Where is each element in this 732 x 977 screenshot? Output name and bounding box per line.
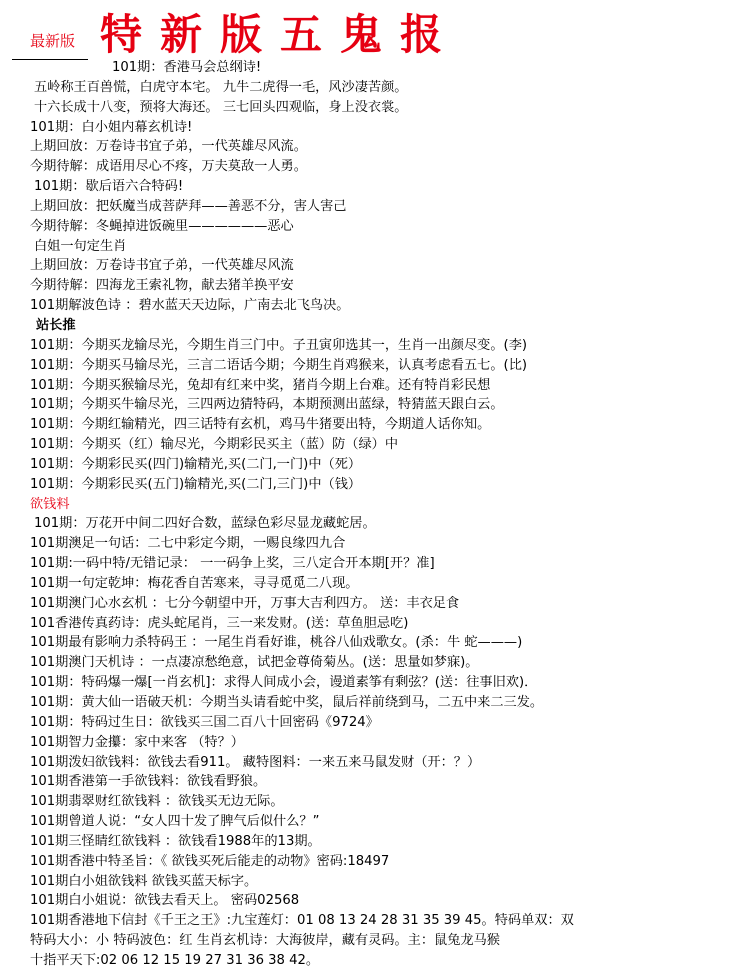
- edition-badge: 最新版: [30, 32, 76, 50]
- text-line: 101期：特码过生日：欲钱买三国二百八十回密码《9724》: [30, 714, 379, 730]
- page-title: 特新版五鬼报: [100, 10, 461, 59]
- text-line: 101期澳门心水玄机 ：七分今朝望中开，万事大吉利四方。 送：丰衣足食: [30, 595, 460, 611]
- text-line: 上期回放：万卷诗书宜子弟，一代英雄尽风流。: [30, 139, 307, 155]
- text-line: 101期：特码爆一爆[一肖玄机]：求得人间成小会，谩道素筝有剩弦？(送：往事旧欢)．: [30, 675, 538, 691]
- text-line: 101期；今期买牛输尽光，三四两边猜特码，本期预测出蓝绿，特猜蓝天跟白云。: [30, 397, 504, 413]
- prediction-list: [0, 58, 732, 971]
- text-line: 上期回放：把妖魔当成菩萨拜——善恶不分，害人害己: [30, 198, 347, 214]
- text-line: 101期白小姐说：欲钱去看天上。 密码02568: [30, 893, 300, 909]
- text-line: 今期待解：冬蝇掉进饭碗里——————恶心: [30, 218, 294, 234]
- text-line: 101期：香港马会总纲诗!: [112, 60, 262, 75]
- text-line: 101期：白小姐内幕玄机诗!: [30, 119, 193, 135]
- text-line: 101期澳门天机诗 ：一点凄凉愁绝意，试把金尊倚菊丛。(送：思量如梦寐)。: [30, 655, 479, 671]
- header: [0, 0, 732, 62]
- text-line: 101期：黄大仙一语破天机：今期当头请看蛇中奖，鼠后祥前绕到马，二五中来二三发。: [30, 695, 544, 710]
- text-line: 101香港传真药诗：虎头蛇尾肖，三一来发财。(送：草鱼胆忌吃): [30, 615, 409, 631]
- text-line: 白姐一句定生肖: [34, 238, 127, 254]
- text-line: 十六长成十八变，预将大海还。 三七回头四观临，身上没衣裳。: [34, 99, 408, 115]
- text-line: 今期待解：四海龙王索礼物，献去猪羊换平安: [30, 278, 294, 294]
- text-line: 101期智力金攥：家中来客 （特？）: [30, 734, 244, 750]
- text-line: 101期：今期买马输尽光，三言二语话今期；今期生肖鸡猴来，认真考虑看五七。(比): [30, 357, 528, 373]
- text-line: 101期：今期红输精光，四三话特有玄机，鸡马牛猪要出特，今期道人话你知。: [30, 417, 491, 433]
- text-line: 101期：今期彩民买(五门)输精光,买(二门,三门)中（钱）: [30, 476, 362, 492]
- section-label: 站长推: [36, 317, 76, 333]
- text-line: 101期:一码中特/无错记录： 一一码争上奖，三八定合开本期[开？准]: [30, 556, 435, 572]
- text-line: 上期回放：万卷诗书宜子弟，一代英雄尽风流: [30, 258, 294, 274]
- text-line: 101期香港第一手欲钱料：欲钱看野狼。: [30, 774, 267, 790]
- text-line: 五岭称王百兽慌，白虎守本宅。 九牛二虎得一毛，风沙凄苦颜。: [34, 79, 408, 95]
- text-line: 101期白小姐欲钱料 欲钱买蓝天标字。: [30, 873, 258, 889]
- text-line: 特码大小：小 特码波色：红 生肖玄机诗：大海彼岸，藏有灵码。主：鼠兔龙马猴: [30, 933, 500, 949]
- text-line: 101期最有影响力杀特码王 ：一尾生肖看好谁，桃谷八仙戏歌女。(杀：牛 蛇———): [30, 635, 523, 651]
- text-line: 101期：歇后语六合特码!: [34, 179, 184, 195]
- text-line: 101期泼妇欲钱料：欲钱去看911。 藏特图料：一来五来马鼠发财（开：？）: [30, 754, 481, 770]
- text-line: 101期：今期买（红）输尽光，今期彩民买主（蓝）防（绿）中: [30, 437, 399, 453]
- text-line: 101期曾道人说：“女人四十发了脾气后似什么？”: [30, 814, 320, 830]
- text-line: 101期解波色诗 ：碧水蓝天天边际，广南去北飞鸟决。: [30, 298, 350, 314]
- text-line: 101期一句定乾坤：梅花香自苦寒来，寻寻觅觅二八现。: [30, 575, 359, 591]
- text-line: 101期香港中特圣旨：《 欲钱买死后能走的动物》密码:18497: [30, 853, 390, 869]
- section-heading: 欲钱料: [30, 496, 70, 512]
- text-line: 今期待解：成语用尽心不疼，万夫莫敌一人勇。: [30, 159, 307, 175]
- text-line: 十指平天下:02 06 12 15 19 27 31 36 38 42。: [30, 952, 320, 968]
- text-line: 101期澳足一句话：二七中彩定今期，一赐良缘四九合: [30, 536, 346, 552]
- text-line: 101期翡翠财红欲钱料 ：欲钱买无边无际。: [30, 794, 284, 810]
- text-line: 101期香港地下信封《千王之王》:九宝莲灯：01 08 13 24 28 31 35 39 45。特码单双：双: [30, 913, 574, 929]
- text-line: 101期三怪睛红欲钱料 ：欲钱看1988年的13期。: [30, 833, 321, 849]
- text-line: 101期：今期彩民买(四门)输精光,买(二门,一门)中（死）: [30, 456, 362, 472]
- text-line: 101期：万花开中间二四好合数，蓝绿色彩尽显龙藏蛇居。: [34, 516, 376, 532]
- text-line: 101期：今期买猴输尽光，兔却有红来中奖，猪肖今期上台难。还有特肖彩民想: [30, 377, 491, 393]
- text-line: 101期：今期买龙输尽光，今期生肖三门中。子丑寅卯选其一，生肖一出颜尽变。(李): [30, 337, 528, 353]
